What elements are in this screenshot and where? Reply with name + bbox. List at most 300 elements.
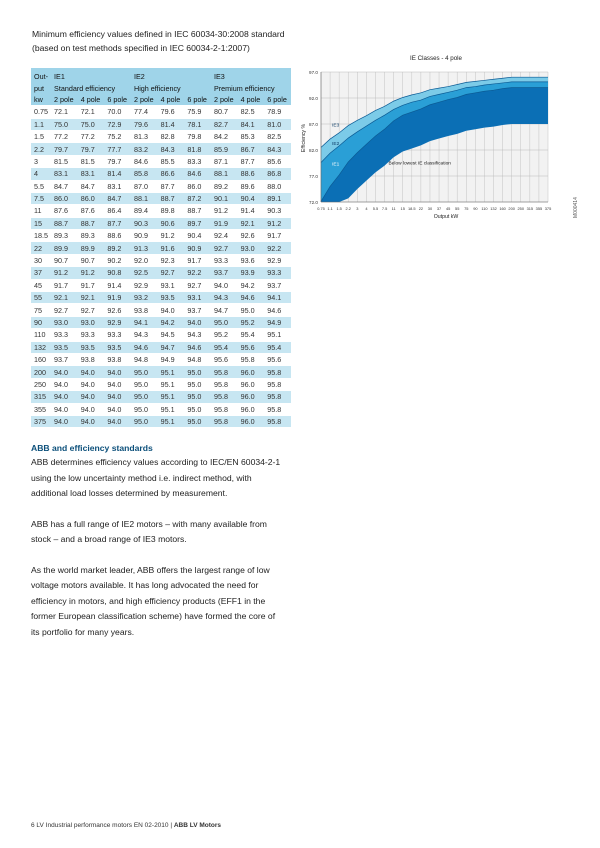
x-tick-label: 110 (481, 206, 488, 211)
page-footer (31, 822, 221, 829)
table-cell: 89.9 (51, 242, 78, 254)
y-tick-label: 82.0 (309, 148, 318, 153)
table-cell: 95.1 (158, 391, 185, 403)
table-cell: 77.2 (78, 130, 105, 142)
table-cell: 90.6 (158, 217, 185, 229)
table-cell: 87.7 (238, 155, 265, 167)
table-cell: 93.5 (51, 341, 78, 353)
section-paragraph-3: As the world market leader, ABB offers the largest range of low voltage motors available. It has long advocated the need for efficiency in motors, and high efficiency products (EFF1 in the former European classification scheme) have formed the core of its portfolio for many years. (31, 564, 276, 637)
table-cell: 93.8 (78, 353, 105, 365)
table-cell: 93.3 (264, 267, 291, 279)
table-cell: 92.5 (131, 267, 158, 279)
table-row (31, 304, 291, 316)
table-cell: 86.0 (184, 180, 211, 192)
y-tick-label: 72.0 (309, 200, 318, 205)
table-row (31, 143, 291, 155)
table-cell: 90.4 (238, 192, 265, 204)
table-row (31, 242, 291, 254)
table-cell: 95.1 (264, 329, 291, 341)
y-tick-label: 97.0 (309, 70, 318, 75)
table-cell: 79.6 (158, 106, 185, 118)
table-cell: 92.6 (238, 230, 265, 242)
table-row (31, 403, 291, 415)
table-cell: 81.4 (158, 118, 185, 130)
table-cell: 90.4 (184, 230, 211, 242)
table-cell: 77.7 (104, 143, 131, 155)
table-cell: 92.7 (184, 279, 211, 291)
table-cell: 95.0 (131, 403, 158, 415)
table-cell: 95.8 (264, 403, 291, 415)
figure-code: M000414 (573, 197, 579, 218)
table-cell: 95.0 (184, 378, 211, 390)
table-cell: 95.8 (264, 366, 291, 378)
table-cell: 89.3 (51, 230, 78, 242)
table-cell: 93.0 (238, 242, 265, 254)
table-cell-output: 355 (31, 403, 51, 415)
section-heading: ABB and efficiency standards (31, 443, 153, 453)
table-cell: 94.6 (184, 341, 211, 353)
x-tick-label: 22 (418, 206, 424, 211)
table-row (31, 415, 291, 427)
table-header-row-1 (31, 68, 291, 82)
table-cell-output: 7.5 (31, 192, 51, 204)
table-cell: 94.2 (158, 316, 185, 328)
ie3-label: IE3 (332, 123, 340, 129)
x-tick-label: 2.2 (345, 206, 351, 211)
table-cell: 94.0 (104, 378, 131, 390)
table-cell: 93.7 (184, 304, 211, 316)
table-cell: 91.4 (104, 279, 131, 291)
table-cell: 94.2 (238, 279, 265, 291)
table-cell: 94.0 (184, 316, 211, 328)
table-cell: 94.6 (238, 292, 265, 304)
table-cell: 84.7 (78, 180, 105, 192)
table-cell: 92.6 (104, 304, 131, 316)
below-ie-annotation: Below lowest IE classification (388, 161, 451, 167)
table-row (31, 118, 291, 130)
x-tick-label: 1.5 (336, 206, 342, 211)
table-cell: 94.0 (104, 403, 131, 415)
table-cell: 91.9 (211, 217, 238, 229)
table-cell: 86.8 (264, 168, 291, 180)
table-cell-output: 75 (31, 304, 51, 316)
table-cell: 83.1 (78, 168, 105, 180)
table-cell: 89.2 (211, 180, 238, 192)
header-subcol: 4 pole (78, 94, 105, 106)
table-cell: 93.3 (104, 329, 131, 341)
table-cell: 89.1 (264, 192, 291, 204)
table-cell: 93.3 (211, 254, 238, 266)
table-cell: 88.1 (211, 168, 238, 180)
table-cell: 94.6 (131, 341, 158, 353)
header-premium: Premium efficiency (211, 82, 291, 93)
table-cell: 86.4 (104, 205, 131, 217)
x-tick-label: 30 (427, 206, 433, 211)
table-cell: 89.3 (78, 230, 105, 242)
table-cell: 93.8 (104, 353, 131, 365)
table-cell: 87.7 (158, 180, 185, 192)
table-cell: 84.6 (184, 168, 211, 180)
table-cell: 72.9 (104, 118, 131, 130)
table-cell: 93.5 (104, 341, 131, 353)
table-cell: 95.4 (211, 341, 238, 353)
table-cell: 91.2 (211, 205, 238, 217)
table-cell: 92.9 (264, 254, 291, 266)
table-cell: 91.4 (238, 205, 265, 217)
x-tick-label: 3 (356, 206, 359, 211)
table-cell: 84.1 (238, 118, 265, 130)
table-cell: 81.3 (131, 130, 158, 142)
table-cell-output: 37 (31, 267, 51, 279)
y-tick-label: 92.0 (309, 96, 318, 101)
table-cell: 89.4 (131, 205, 158, 217)
header-subcol: 4 pole (158, 94, 185, 106)
header-subcol: 6 pole (184, 94, 211, 106)
table-cell: 84.2 (211, 130, 238, 142)
table-cell: 94.0 (51, 391, 78, 403)
table-cell: 95.0 (131, 378, 158, 390)
table-row (31, 217, 291, 229)
table-cell-output: 11 (31, 205, 51, 217)
table-row (31, 168, 291, 180)
table-cell: 78.1 (184, 118, 211, 130)
table-cell: 94.0 (51, 415, 78, 427)
table-cell: 94.0 (51, 378, 78, 390)
x-tick-label: 1.1 (327, 206, 333, 211)
table-row (31, 205, 291, 217)
table-cell: 95.8 (211, 403, 238, 415)
table-cell: 89.6 (238, 180, 265, 192)
footer-brand: ABB LV Motors (173, 822, 222, 829)
table-cell: 91.6 (158, 242, 185, 254)
x-tick-label: 15 (400, 206, 405, 211)
table-cell-output: 22 (31, 242, 51, 254)
table-cell: 93.1 (184, 292, 211, 304)
table-cell: 95.6 (238, 341, 265, 353)
table-cell: 95.0 (184, 415, 211, 427)
table-header-row-2 (31, 82, 291, 93)
section-paragraph-2: ABB has a full range of IE2 motors – with many available from stock – and a broad range of IE3 motors. (31, 518, 267, 544)
table-cell: 94.7 (158, 341, 185, 353)
table-cell: 94.7 (211, 304, 238, 316)
table-cell: 94.5 (158, 329, 185, 341)
table-cell: 83.1 (104, 180, 131, 192)
table-row (31, 316, 291, 328)
table-cell: 96.0 (238, 403, 265, 415)
table-cell: 91.2 (78, 267, 105, 279)
table-cell: 87.0 (131, 180, 158, 192)
table-cell: 83.2 (131, 143, 158, 155)
table-cell: 95.0 (184, 391, 211, 403)
table-cell-output: 0.75 (31, 106, 51, 118)
table-cell: 88.7 (184, 205, 211, 217)
table-cell: 90.1 (211, 192, 238, 204)
table-cell: 95.8 (238, 353, 265, 365)
x-tick-label: 355 (535, 206, 543, 211)
table-cell: 93.7 (211, 267, 238, 279)
table-cell: 92.2 (184, 267, 211, 279)
table-cell-output: 55 (31, 292, 51, 304)
table-cell: 94.0 (78, 391, 105, 403)
table-cell: 91.9 (104, 292, 131, 304)
table-cell: 92.2 (264, 242, 291, 254)
table-cell: 92.9 (131, 279, 158, 291)
table-cell: 82.7 (211, 118, 238, 130)
efficiency-table (31, 68, 291, 427)
table-cell: 94.0 (104, 415, 131, 427)
table-cell: 83.3 (184, 155, 211, 167)
table-cell: 93.6 (238, 254, 265, 266)
table-cell: 88.7 (51, 217, 78, 229)
table-row (31, 267, 291, 279)
table-cell: 80.7 (211, 106, 238, 118)
table-cell: 72.1 (78, 106, 105, 118)
table-row (31, 366, 291, 378)
table-cell: 85.5 (158, 155, 185, 167)
table-cell-output: 2.2 (31, 143, 51, 155)
table-cell: 86.7 (238, 143, 265, 155)
table-cell: 72.1 (51, 106, 78, 118)
table-cell: 95.4 (238, 329, 265, 341)
x-tick-label: 375 (544, 206, 552, 211)
table-row (31, 341, 291, 353)
y-axis-label: Efficiency % (301, 123, 307, 153)
chart-title: IE Classes - 4 pole (410, 55, 462, 62)
header-subcol: 2 pole (211, 94, 238, 106)
table-cell: 88.6 (104, 230, 131, 242)
table-cell: 90.3 (131, 217, 158, 229)
table-cell: 96.0 (238, 366, 265, 378)
table-cell: 89.2 (104, 242, 131, 254)
table-cell: 92.7 (51, 304, 78, 316)
header-subcol: 4 pole (238, 94, 265, 106)
table-cell: 91.7 (51, 279, 78, 291)
table-cell: 94.3 (184, 329, 211, 341)
table-cell: 79.7 (104, 155, 131, 167)
table-row (31, 180, 291, 192)
table-cell: 91.7 (264, 230, 291, 242)
intro-text: Minimum efficiency values defined in IEC 60034-30:2008 standard (based on test methods specified in IEC 60034-2-1:2007) (32, 29, 285, 53)
table-row (31, 192, 291, 204)
table-row (31, 391, 291, 403)
table-cell: 92.3 (158, 254, 185, 266)
table-cell: 93.2 (131, 292, 158, 304)
table-cell: 91.7 (78, 279, 105, 291)
table-cell: 75.2 (104, 130, 131, 142)
table-cell: 81.0 (264, 118, 291, 130)
table-cell: 90.7 (78, 254, 105, 266)
table-cell: 70.0 (104, 106, 131, 118)
table-cell: 94.0 (51, 403, 78, 415)
table-cell: 92.7 (78, 304, 105, 316)
table-cell-output: 375 (31, 415, 51, 427)
table-cell: 79.7 (78, 143, 105, 155)
table-cell: 95.0 (184, 403, 211, 415)
table-row (31, 353, 291, 365)
table-cell: 94.1 (264, 292, 291, 304)
table-cell: 96.0 (238, 378, 265, 390)
table-cell: 88.7 (78, 217, 105, 229)
table-cell: 95.0 (211, 316, 238, 328)
table-cell: 95.0 (131, 366, 158, 378)
table-cell-output: 315 (31, 391, 51, 403)
table-body (31, 106, 291, 428)
table-cell: 93.9 (238, 267, 265, 279)
table-cell-output: 1.5 (31, 130, 51, 142)
table-cell: 95.0 (131, 415, 158, 427)
table-cell: 93.5 (78, 341, 105, 353)
table-cell: 92.0 (131, 254, 158, 266)
table-cell: 91.2 (51, 267, 78, 279)
table-cell: 95.8 (264, 391, 291, 403)
table-cell: 79.8 (184, 130, 211, 142)
table-cell: 93.0 (51, 316, 78, 328)
table-cell: 88.7 (158, 192, 185, 204)
table-cell: 84.6 (131, 155, 158, 167)
table-cell: 84.7 (51, 180, 78, 192)
table-cell: 81.8 (184, 143, 211, 155)
table-cell: 94.0 (78, 378, 105, 390)
table-cell: 85.3 (238, 130, 265, 142)
table-cell: 94.0 (51, 366, 78, 378)
table-cell: 81.5 (51, 155, 78, 167)
table-cell: 93.7 (264, 279, 291, 291)
table-cell: 95.8 (211, 366, 238, 378)
table-cell: 94.0 (211, 279, 238, 291)
x-tick-label: 90 (473, 206, 478, 211)
x-tick-label: 160 (499, 206, 506, 211)
table-cell: 94.8 (184, 353, 211, 365)
table-cell: 90.9 (131, 230, 158, 242)
ie2-label: IE2 (332, 141, 340, 147)
table-cell: 88.6 (238, 168, 265, 180)
table-row (31, 378, 291, 390)
table-cell: 93.1 (158, 279, 185, 291)
x-tick-label: 11 (391, 206, 396, 211)
table-cell: 94.9 (158, 353, 185, 365)
footer-text: 6 LV Industrial performance motors EN 02-2010 | (31, 822, 173, 829)
ie1-label: IE1 (332, 162, 340, 168)
table-cell: 91.3 (131, 242, 158, 254)
table-cell: 93.3 (78, 329, 105, 341)
table-cell: 91.7 (184, 254, 211, 266)
table-cell: 94.0 (158, 304, 185, 316)
table-row (31, 130, 291, 142)
table-cell-output: 1.1 (31, 118, 51, 130)
x-tick-label: 132 (490, 206, 497, 211)
header-subcol: 6 pole (104, 94, 131, 106)
table-cell-output: 15 (31, 217, 51, 229)
table-cell: 77.4 (131, 106, 158, 118)
x-tick-label: 0.75 (317, 206, 325, 211)
table-cell: 85.9 (211, 143, 238, 155)
table-row (31, 155, 291, 167)
table-cell: 92.7 (158, 267, 185, 279)
table-row (31, 329, 291, 341)
table-cell-output: 200 (31, 366, 51, 378)
table-cell: 95.8 (264, 378, 291, 390)
table-cell: 89.9 (78, 242, 105, 254)
table-row (31, 292, 291, 304)
table-cell-output: 132 (31, 341, 51, 353)
table-cell: 87.6 (78, 205, 105, 217)
table-cell: 93.8 (131, 304, 158, 316)
table-cell: 95.1 (158, 378, 185, 390)
header-output: Out- (31, 68, 51, 82)
table-cell: 79.7 (51, 143, 78, 155)
table-cell-output: 3 (31, 155, 51, 167)
table-cell: 92.1 (78, 292, 105, 304)
table-cell: 92.9 (104, 316, 131, 328)
header-subcol: kw (31, 94, 51, 106)
x-tick-label: 4 (365, 206, 368, 211)
table-cell: 75.0 (78, 118, 105, 130)
table-cell: 95.1 (158, 415, 185, 427)
header-subcol: 6 pole (264, 94, 291, 106)
table-cell: 95.0 (131, 391, 158, 403)
table-cell: 88.0 (264, 180, 291, 192)
table-cell: 92.7 (211, 242, 238, 254)
y-tick-label: 87.0 (309, 122, 318, 127)
table-cell: 94.0 (78, 366, 105, 378)
abb-standards-section (31, 441, 281, 655)
table-cell: 82.8 (158, 130, 185, 142)
table-cell: 96.0 (238, 415, 265, 427)
ie-classes-chart (296, 48, 586, 248)
header-put: put (31, 82, 51, 93)
table-cell: 95.0 (184, 366, 211, 378)
table-cell-output: 4 (31, 168, 51, 180)
table-cell-output: 30 (31, 254, 51, 266)
table-cell: 79.6 (131, 118, 158, 130)
table-cell: 94.0 (78, 403, 105, 415)
table-cell: 90.9 (184, 242, 211, 254)
x-tick-label: 45 (445, 206, 451, 211)
table-cell: 86.0 (78, 192, 105, 204)
header-ie1: IE1 (51, 68, 131, 82)
table-cell: 95.2 (211, 329, 238, 341)
header-standard: Standard efficiency (51, 82, 131, 93)
header-ie3: IE3 (211, 68, 291, 82)
table-cell: 92.1 (51, 292, 78, 304)
table-cell: 94.9 (264, 316, 291, 328)
table-cell-output: 18.5 (31, 230, 51, 242)
table-cell: 91.2 (158, 230, 185, 242)
table-cell: 88.1 (131, 192, 158, 204)
table-header-row-3 (31, 94, 291, 106)
table-cell: 95.1 (158, 366, 185, 378)
table-cell: 93.7 (51, 353, 78, 365)
table-row (31, 279, 291, 291)
table-cell-output: 90 (31, 316, 51, 328)
table-cell: 75.0 (51, 118, 78, 130)
x-tick-label: 250 (517, 206, 525, 211)
table-cell: 94.0 (104, 391, 131, 403)
x-tick-label: 7.5 (381, 206, 388, 211)
table-cell: 82.5 (238, 106, 265, 118)
table-cell: 81.4 (104, 168, 131, 180)
table-cell: 90.2 (104, 254, 131, 266)
table-row (31, 254, 291, 266)
table-cell: 95.6 (211, 353, 238, 365)
table-cell: 85.6 (264, 155, 291, 167)
table-cell-output: 110 (31, 329, 51, 341)
table-cell: 92.4 (211, 230, 238, 242)
table-cell: 84.3 (158, 143, 185, 155)
table-cell-output: 45 (31, 279, 51, 291)
table-cell: 89.7 (184, 217, 211, 229)
table-cell: 87.6 (51, 205, 78, 217)
